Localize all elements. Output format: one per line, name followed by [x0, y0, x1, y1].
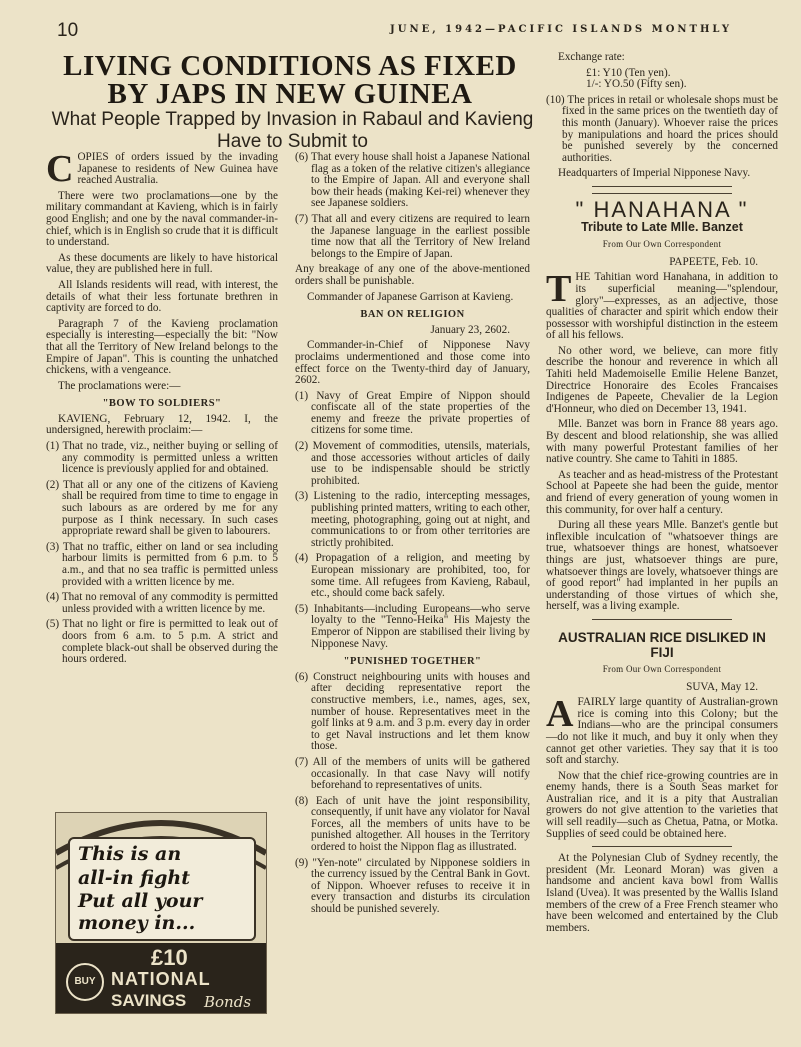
ad-slogan-line: Put all your: [78, 890, 203, 912]
body-paragraph: As these documents are likely to have historical value, they are published here in full.: [46, 251, 278, 276]
order-item: (5) Inhabitants—including Europeans—who serve loyalty to the "Tenno-Heika" His Majesty the Emperor of Nippon are stabilised their living by Nipponese Navy.: [295, 602, 530, 650]
order-item: (5) That no light or fire is permitted to leak out of doors from 6 a.m. to 5 p.m. A strict and complete black-out shall be observed during the hours ordered.: [46, 618, 278, 666]
page-number: 10: [57, 20, 79, 41]
order-item: (2) Movement of commodities, utensils, materials, and those accessories without articles of daily use to be indispensable should be strictly prohibited.: [295, 440, 530, 487]
rice-headline: AUSTRALIAN RICE DISLIKED IN FIJI: [558, 629, 766, 660]
hanahana-subtitle: Tribute to Late Mlle. Banzet: [581, 219, 743, 234]
signoff-navy: Headquarters of Imperial Nipponese Navy.: [558, 167, 751, 180]
order-item: (1) That no trade, viz., neither buying or selling of any commodity is permitted unless a written licence is previously applied for and obtained.: [46, 440, 278, 476]
hanahana-title: " HANAHANA ": [575, 196, 749, 222]
column-1: [46, 148, 278, 670]
ad-amount: £10: [151, 945, 188, 970]
order-item: (7) That all and every citizens are required to learn the Japanese language in the earliest possible time now that all the Territory of New Ireland belongs to the Empire of Japan.: [295, 212, 530, 260]
hanahana-byline: From Our Own Correspondent: [602, 239, 722, 250]
divider: [592, 846, 731, 847]
body-paragraph: All Islands residents will read, with interest, the details of what their less fortunate brethren in captivity are forced to do.: [46, 278, 278, 315]
body-paragraph: Mlle. Banzet was born in France 88 years ago. By descent and blood relationship, she was allied with many powerful Protestant families of her native country. She came to Tahiti in 1885.: [546, 418, 778, 466]
column-3: [546, 52, 778, 938]
running-head: JUNE, 1942—PACIFIC ISLANDS MONTHLY: [390, 24, 732, 35]
exchange-label: Exchange rate:: [558, 51, 625, 63]
religion-date: January 23, 2602.: [430, 323, 510, 336]
drop-cap: A: [546, 693, 574, 736]
order-item: (10) The prices in retail or wholesale shops must be fixed in the same prices on the twentieth day of this month (January). Whoever raise the prices by manipulations and hoard the prices should be punished severely by the concerned authorities.: [546, 93, 778, 164]
order-item: (4) Propagation of a religion, and meeting by European missionary are prohibited, too, for some time. All refugees from Kavieng, Rabaul, etc., should come back safely.: [295, 552, 530, 600]
order-item: (6) That every house shall hoist a Japanese National flag as a token of the relative citizen's allegiance to the Empire of Japan. All and everyone shall bow their heads (making Kei-rei) whenever they see Japanese soldiers.: [295, 151, 530, 210]
order-item: (9) "Yen-note" circulated by Nipponese soldiers in the currency issued by the Central Bank in Govt. of Nippon. Whoever refuses to receive it in every transaction and disturbs its circulation should be punished severely.: [295, 856, 530, 916]
savings-bonds-advert: [55, 812, 267, 1014]
body-paragraph: As teacher and as head-mistress of the Protestant School at Papeete she had been the guide, mentor and friend of every generation of young women in this community, for over half a century.: [546, 468, 778, 516]
ad-slogan-line: all-in fight: [78, 867, 190, 889]
body-paragraph: There were two proclamations—one by the military commandant at Kavieng, which is in fairly good English; and one by the naval commander-in-chief, which is in English so crude that it is difficult to understand.: [46, 189, 278, 249]
hanahana-dateline: PAPEETE, Feb. 10.: [669, 255, 758, 268]
section-heading-punished: "PUNISHED TOGETHER": [343, 656, 482, 668]
order-item: (4) That no removal of any commodity is permitted unless provided with a written licence by me.: [46, 591, 278, 615]
order-item: (3) Listening to the radio, intercepting messages, publishing printed matters, writing to each other, meeting, photographing, going out at night, and communications to or from other territories are strictly prohibited.: [295, 490, 530, 549]
ad-slogan-line: money in...: [78, 912, 196, 934]
column-2: [295, 152, 530, 920]
signoff-garrison: Commander of Japanese Garrison at Kavieng.: [307, 290, 514, 303]
body-paragraph: The proclamations were:—: [58, 379, 181, 392]
divider: [592, 619, 731, 620]
religion-intro: Commander-in-Chief of Nipponese Navy proclaims undermentioned and those come into effect force on the Twenty-third day of January, 2602.: [295, 339, 530, 387]
article-headline: LIVING CONDITIONS AS FIXED BY JAPS IN NEW GUINEA: [63, 50, 517, 110]
body-paragraph: During all these years Mlle. Banzet's gentle but inflexible inculcation of "whatsoever things are true, whatsoever things are honest, whatsoever things are just, whatsoever things are pure, whatsoever things are lovely, whatsoever things are of good report" had implanted in her pupils an understanding of those virtues of which she, herself, was a living example.: [546, 519, 778, 613]
breakage-note: Any breakage of any one of the above-mentioned orders shall be punishable.: [295, 263, 530, 287]
order-item: (6) Construct neighbouring units with houses and after deciding representative report the constructive members, i.e., names, ages, sex, number of house. Representatives meet in the golf links at 9 a.m. and 3 p.m. every day in order to get Naval instructions and let them know those.: [295, 670, 530, 753]
section-heading-religion: BAN ON RELIGION: [360, 309, 465, 321]
drop-cap: C: [46, 148, 74, 190]
divider: [592, 186, 731, 187]
ad-national: NATIONAL: [111, 969, 211, 989]
hanahana-first-paragraph: THE Tahitian word Hanahana, in addition to its superficial meaning—"splendour, glory"—expresses, as an adjective, those qualities of character and spirit which endow their possessor with worshipful distinction in the esteem of all his fellows.: [546, 268, 778, 342]
rice-byline: From Our Own Correspondent: [602, 663, 722, 674]
kavieng-intro: KAVIENG, February 12, 1942. I, the undersigned, herewith proclaim:—: [46, 412, 278, 437]
exchange-rate: 1/-: YO.50 (Fifty sen).: [586, 78, 687, 91]
exchange-rate: £1: Y10 (Ten yen).: [586, 66, 671, 79]
drop-cap: T: [546, 268, 572, 311]
ad-bonds: Bonds: [204, 993, 252, 1011]
intro-paragraph: COPIES of orders issued by the invading Japanese to residents of New Guinea have reached Australia.: [46, 148, 278, 190]
ad-savings: SAVINGS: [111, 991, 187, 1010]
buy-seal: BUY: [66, 963, 104, 1001]
order-item: (1) Navy of Great Empire of Nippon should confiscate all of the state properties of the enemy and freeze the private properties of citizens for some time.: [295, 389, 530, 437]
order-item: (2) That all or any one of the citizens of Kavieng shall be required from time to time to engage in such labours as are ordered by me for any purpose as I think necessary. In such cases appropriate reward shall be given to labourers.: [46, 478, 278, 538]
order-item: (3) That no traffic, either on land or sea including harbour limits is permitted from 6 p.m. to 5 a.m., and that no sea traffic is permitted unless provided with a written licence by me.: [46, 540, 278, 588]
divider: [592, 193, 731, 194]
order-item: (7) All of the members of units will be gathered occasionally. In that case Navy will notify beforehand to representatives of units.: [295, 755, 530, 792]
body-paragraph: Now that the chief rice-growing countries are in enemy hands, there is a South Seas market for Australian rice, and it is a pity that Australian growers do not give attention to the varieties that will sell readily—such as Chetua, Patna, or Motka. Supplies of seed could be obtained here.: [546, 769, 778, 840]
section-heading-bow: "BOW TO SOLDIERS": [102, 398, 222, 410]
ad-slogan-line: This is an: [78, 843, 182, 865]
rice-first-paragraph: AFAIRLY large quantity of Australian-grown rice is coming into this Colony; but the Indians—who are the principal consumers—do not like it much, and buy it only when they cannot get other varieties. They say that it is too soft and starchy.: [546, 693, 778, 767]
club-paragraph: At the Polynesian Club of Sydney recently, the president (Mr. Leonard Moran) was given a handsome and ancient kava bowl from Wallis Island (Uvea). It was presented by the Wallis Island members of the crew of a Free French steamer who have been welcomed and entertained by the Club members.: [546, 852, 778, 934]
body-paragraph: Paragraph 7 of the Kavieng proclamation especially is interesting—especially the bit: "Now that all the Territory of New Ireland belongs to the Empire of Japan". This is counting the unhatched chickens, with a vengeance.: [46, 317, 278, 377]
article-subheadline: What People Trapped by Invasion in Rabaul and Kavieng Have to Submit to: [51, 109, 534, 152]
rice-dateline: SUVA, May 12.: [686, 680, 758, 693]
order-item: (8) Each of unit have the joint responsibility, consequently, if unit have any violator for Naval Forces, all the members of units have to be punished altogether. All houses in the Territory ordered to hoist the Nippon flag as illustrated.: [295, 794, 530, 854]
body-paragraph: No other word, we believe, can more fitly describe the honour and reverence in which all Tahiti held Mademoiselle Emilie Helene Banzet, Directrice Honoraire des Ecoles Francaises Indigenes de Papeete, Chevalier de la Legion d'Honneur, who died on December 13, 1941.: [546, 344, 778, 415]
